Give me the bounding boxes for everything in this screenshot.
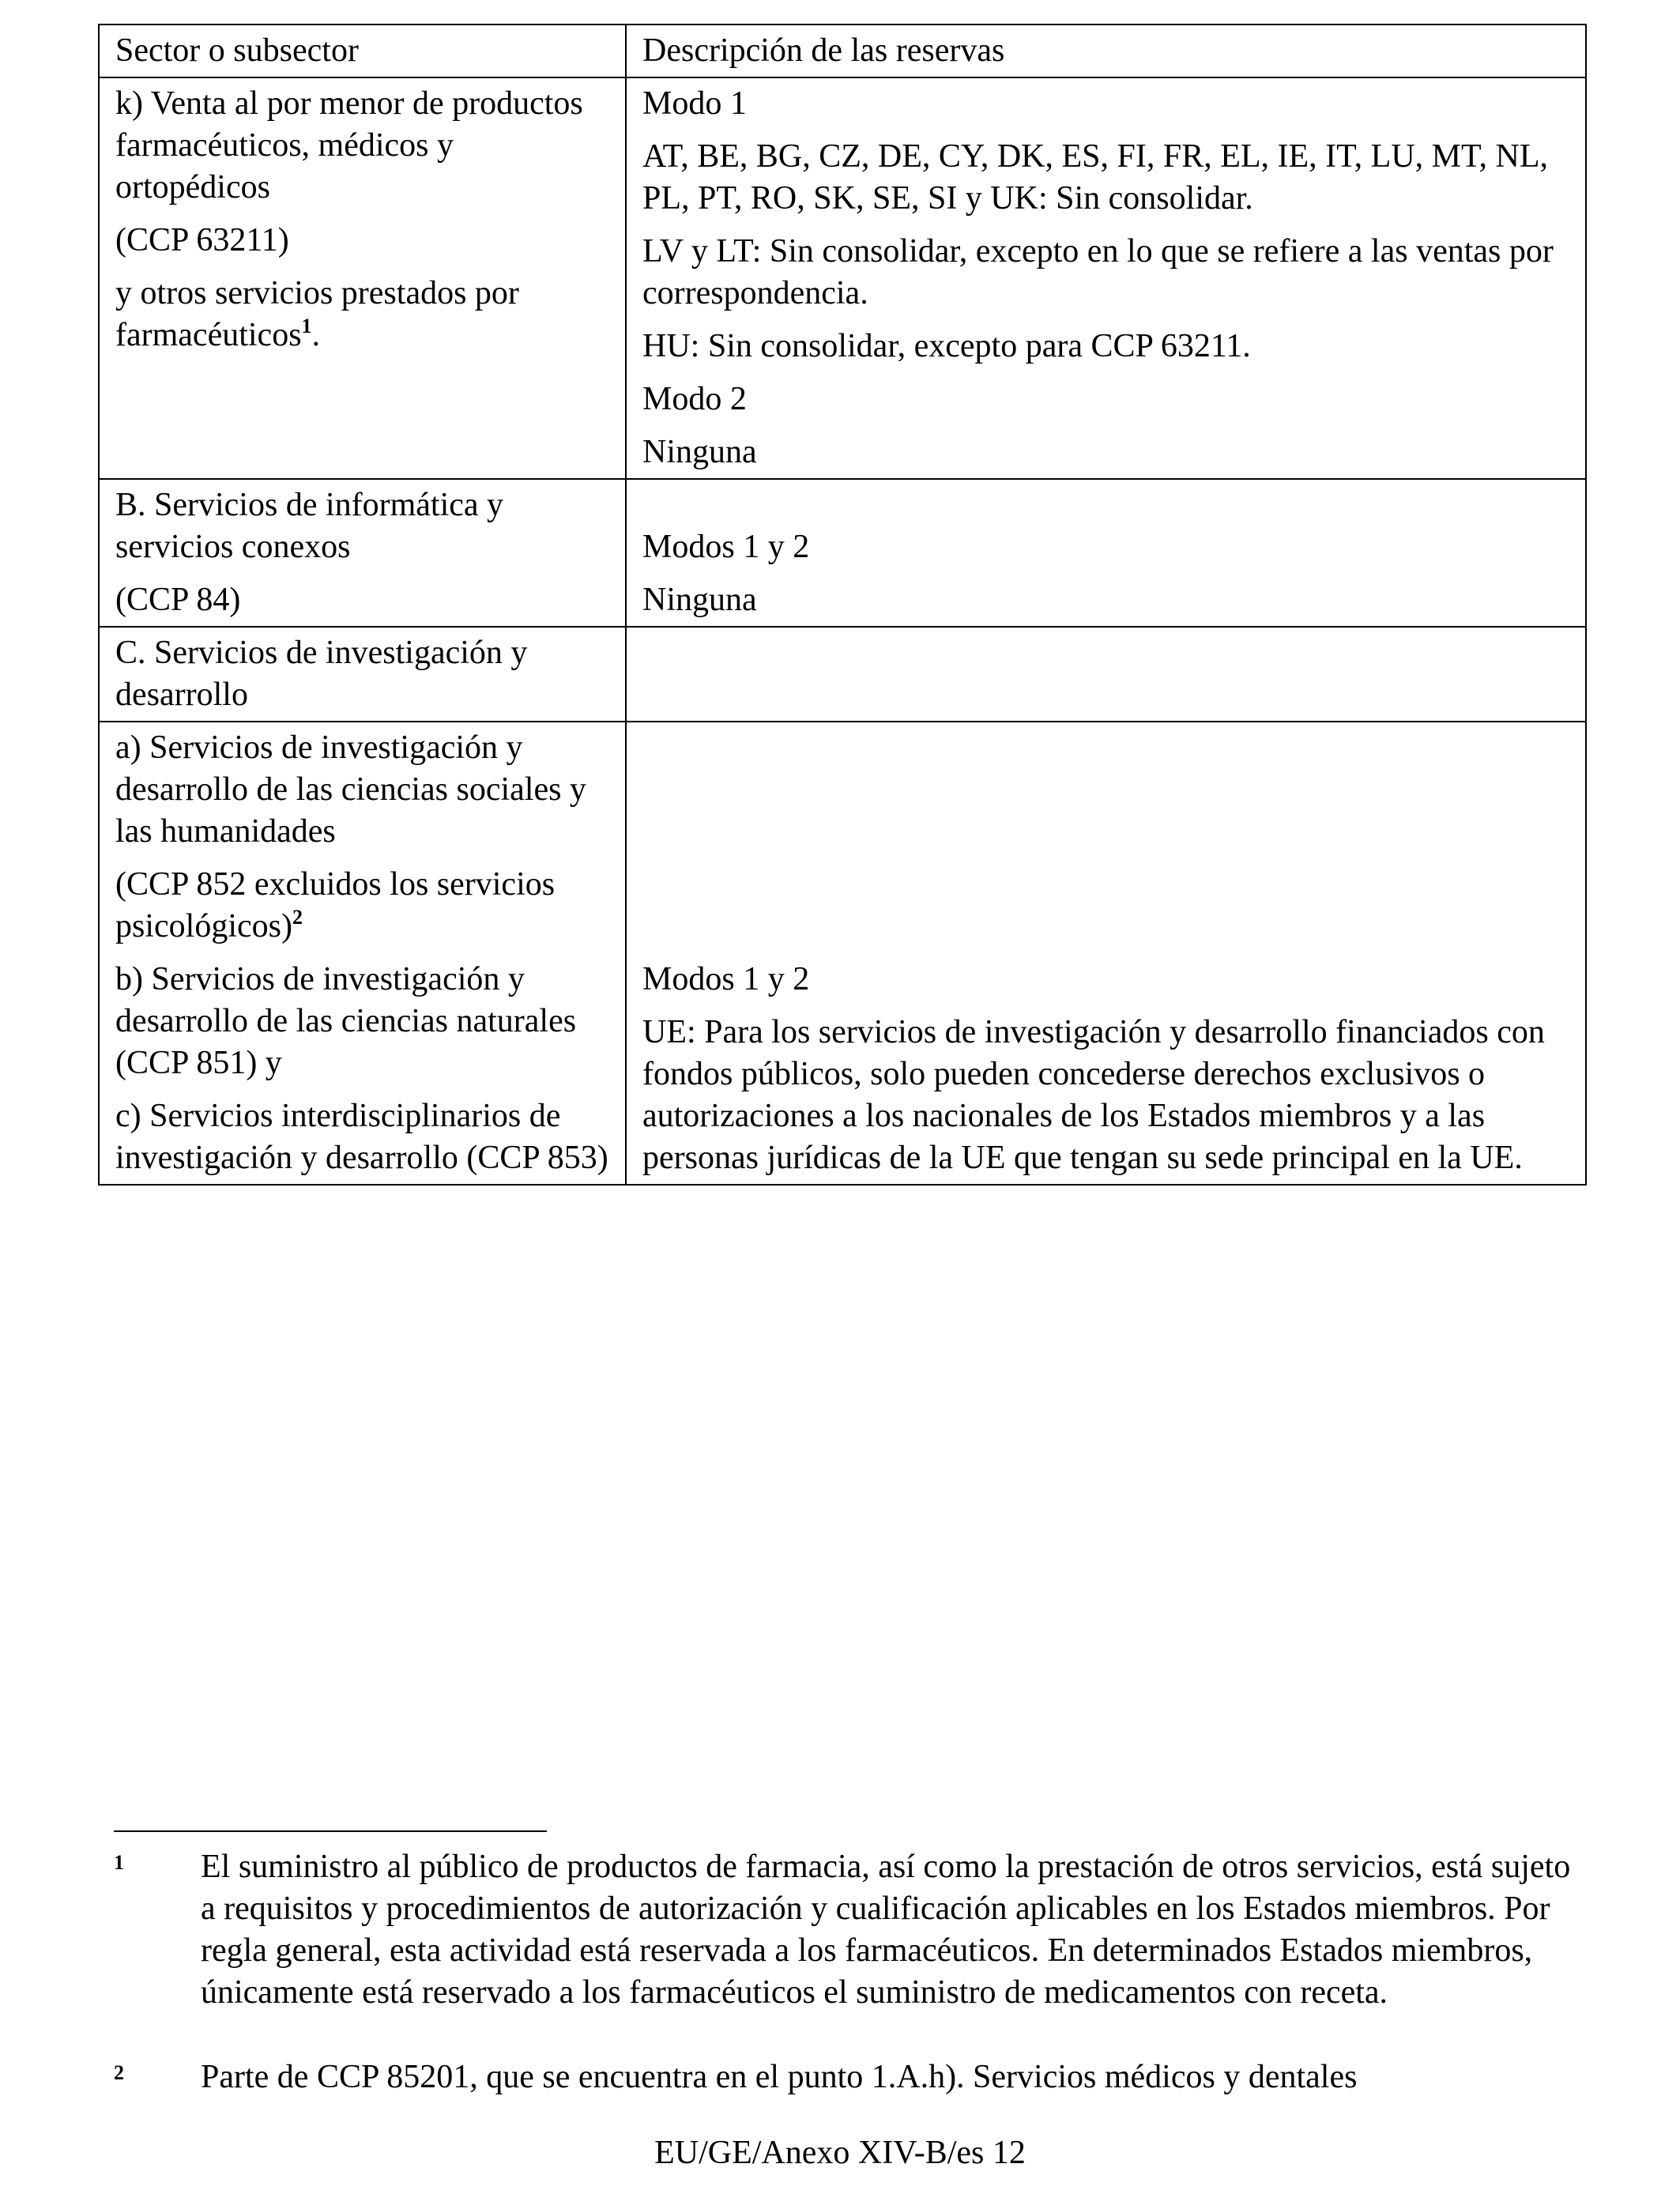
reservations-table (98, 24, 1587, 1186)
header-description (626, 25, 1586, 77)
sector-text: b) Servicios de investigación y desarrollo de las ciencias naturales (CCP 851) y (115, 961, 577, 1081)
footnote-ref-1[interactable]: 1 (301, 315, 312, 337)
reservation-text: Ninguna (642, 434, 757, 470)
footnote-number: 1 (114, 1851, 124, 1874)
reservation-text: HU: Sin consolidar, excepto para CCP 63211. (642, 328, 1251, 364)
sector-text: a) Servicios de investigación y desarrollo de las ciencias sociales y las humanidades (115, 729, 586, 850)
sector-cell (99, 77, 626, 479)
header-sector (99, 25, 626, 77)
sector-text: C. Servicios de investigación y desarrollo (115, 635, 528, 713)
sector-cell (99, 627, 626, 722)
reservation-text: UE: Para los servicios de investigación y desarrollo financiados con fondos públicos, solo pueden concederse derechos exclusivos o autorizaciones a los nacionales de los Estados miembros y a las personas jurídicas de la UE que tengan su sede principal en la UE. (642, 1014, 1545, 1176)
sector-code-text: (CCP 852 excluidos los servicios psicológicos) (115, 866, 556, 944)
reservation-text: Ninguna (642, 582, 757, 618)
sector-cell (99, 722, 626, 1185)
header-sector-label: Sector o subsector (115, 32, 359, 69)
sector-text-part: y otros servicios prestados por farmacéuticos (115, 275, 519, 353)
footnote-separator (114, 1830, 547, 1832)
table-header-row (99, 25, 1586, 77)
header-description-label: Descripción de las reservas (642, 32, 1005, 69)
reservation-text: AT, BE, BG, CZ, DE, CY, DK, ES, FI, FR, EL, IE, IT, LU, MT, NL, PL, PT, RO, SK, SE, SI y UK: Sin consolidar. (642, 138, 1549, 217)
mode-label: Modo 1 (642, 85, 747, 122)
sector-text-end: . (311, 317, 321, 353)
sector-code: (CCP 63211) (115, 222, 289, 258)
sector-code: (CCP 84) (115, 582, 241, 618)
description-cell (626, 77, 1586, 479)
sector-text: k) Venta al por menor de productos farmacéuticos, médicos y ortopédicos (115, 85, 583, 205)
mode-label: Modos 1 y 2 (642, 961, 810, 997)
description-cell (626, 479, 1586, 627)
table-row (99, 627, 1586, 722)
footnote-text: El suministro al público de productos de farmacia, así como la prestación de otros servicios, está sujeto a requisitos y procedimientos de autorización y cualificación aplicables en los Estados miembros. Por regla general, esta actividad está reservada a los farmacéuticos. En determinados Estados miembros, únicamente está reservado a los farmacéuticos el suministro de medicamentos con receta. (201, 1849, 1571, 2011)
description-cell (626, 627, 1586, 722)
mode-label: Modo 2 (642, 381, 747, 417)
sector-code (115, 864, 609, 948)
page-footer: EU/GE/Anexo XIV-B/es 12 (654, 2135, 1026, 2171)
reservation-text: LV y LT: Sin consolidar, excepto en lo que se refiere a las ventas por correspondencia. (642, 233, 1554, 311)
table-row (99, 77, 1586, 479)
description-cell (626, 722, 1586, 1185)
sector-text: c) Servicios interdisciplinarios de investigación y desarrollo (CCP 853) (115, 1098, 608, 1176)
footnote-text: Parte de CCP 85201, que se encuentra en el punto 1.A.h). Servicios médicos y dentales (201, 2059, 1358, 2095)
table-row (99, 479, 1586, 627)
sector-text: B. Servicios de informática y servicios conexos (115, 487, 504, 565)
sector-cell (99, 479, 626, 627)
table-row (99, 722, 1586, 1185)
footnote-ref-2[interactable]: 2 (292, 906, 303, 929)
sector-text (115, 273, 609, 356)
footnote-number: 2 (114, 2061, 124, 2084)
mode-label: Modos 1 y 2 (642, 529, 810, 565)
